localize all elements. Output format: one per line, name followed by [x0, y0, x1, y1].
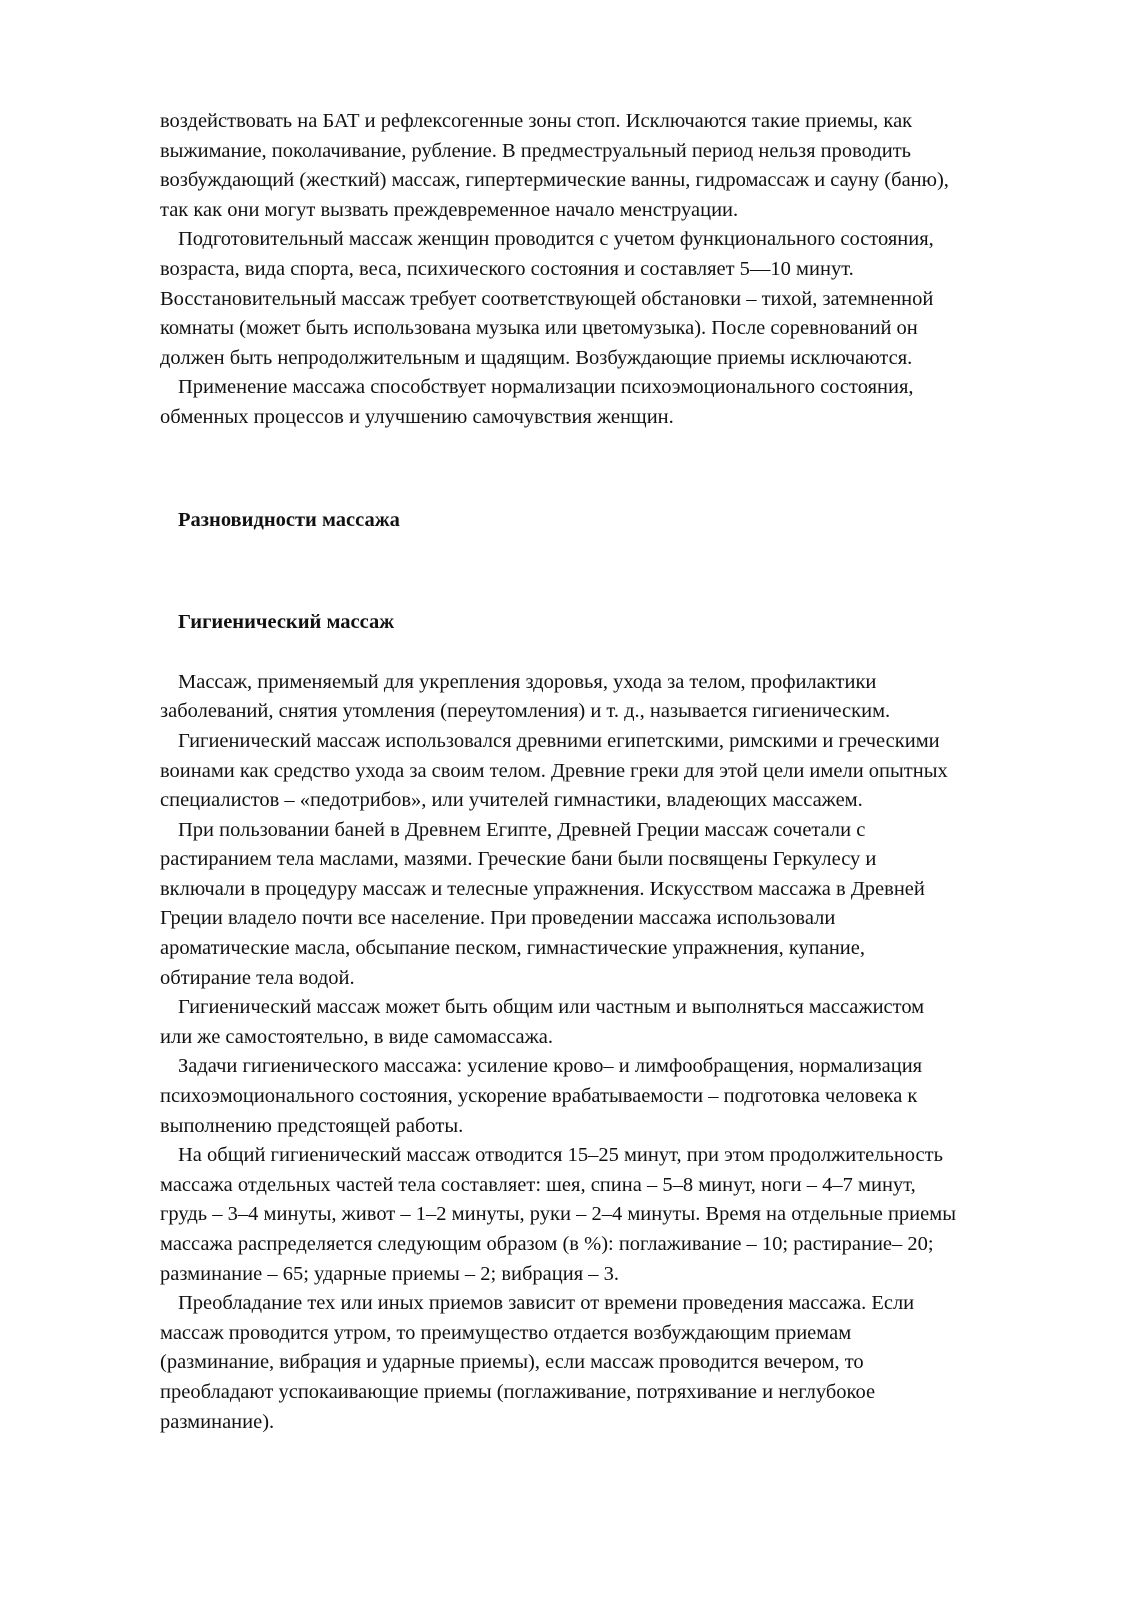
text-line: специалистов – «педотрибов», или учителей гимнастики, владеющих массажем. [160, 789, 863, 812]
text-line: На общий гигиенический массаж отводится 15–25 минут, при этом продолжительность [178, 1144, 943, 1167]
section-heading-types: Разновидности массажа [178, 508, 400, 531]
paragraph [160, 668, 1060, 727]
text-line: разминание – 65; ударные приемы – 2; вибрация – 3. [160, 1262, 620, 1285]
document-page [160, 107, 1060, 1437]
text-line: выполнению предстоящей работы. [160, 1114, 464, 1137]
text-line: (разминание, вибрация и ударные приемы), если массаж проводится вечером, то [160, 1351, 864, 1374]
text-line: ароматические масла, обсыпание песком, гимнастические упражнения, купание, [160, 937, 865, 960]
text-line: обтирание тела водой. [160, 966, 355, 989]
text-line: выжимание, поколачивание, рубление. В предместруальный период нельзя проводить [160, 139, 912, 162]
paragraph [160, 993, 1060, 1052]
text-line: Подготовительный массаж женщин проводится с учетом функционального состояния, [178, 228, 934, 251]
section-heading-hygienic: Гигиенический массаж [178, 611, 395, 634]
paragraph [160, 1141, 1060, 1289]
text-line: возбуждающий (жесткий) массаж, гипертермические ванны, гидромассаж и сауну (баню), [160, 169, 949, 192]
text-line: Греции владело почти все население. При проведении массажа использовали [160, 907, 836, 930]
text-line: массажа отдельных частей тела составляет: шея, спина – 5–8 минут, ноги – 4–7 минут, [160, 1173, 916, 1196]
text-line: Восстановительный массаж требует соответствующей обстановки – тихой, затемненной [160, 287, 934, 310]
paragraph [160, 727, 1060, 816]
text-line: разминание). [160, 1410, 275, 1433]
text-line: психоэмоционального состояния, ускорение врабатываемости – подготовка человека к [160, 1085, 918, 1108]
text-line: или же самостоятельно, в виде самомассажа. [160, 1025, 554, 1048]
paragraph [160, 1289, 1060, 1437]
text-line: воинами как средство ухода за своим телом. Древние греки для этой цели имели опытных [160, 759, 948, 782]
text-line: грудь – 3–4 минуты, живот – 1–2 минуты, руки – 2–4 минуты. Время на отдельные приемы [160, 1203, 956, 1226]
paragraph [160, 1052, 1060, 1141]
text-line: Задачи гигиенического массажа: усиление крово– и лимфообращения, нормализация [178, 1055, 923, 1078]
text-line: комнаты (может быть использована музыка или цветомузыка). После соревнований он [160, 317, 918, 340]
text-line: Массаж, применяемый для укрепления здоровья, ухода за телом, профилактики [178, 670, 877, 693]
paragraph [160, 225, 1060, 373]
text-line: Гигиенический массаж использовался древними египетскими, римскими и греческими [178, 729, 940, 752]
paragraph [160, 816, 1060, 994]
text-line: обменных процессов и улучшению самочувствия женщин. [160, 405, 674, 428]
paragraph [160, 373, 1060, 432]
paragraph [160, 107, 1060, 225]
text-line: Преобладание тех или иных приемов зависит от времени проведения массажа. Если [178, 1292, 915, 1315]
text-line: При пользовании баней в Древнем Египте, Древней Греции массаж сочетали с [178, 818, 866, 841]
text-line: заболеваний, снятия утомления (переутомления) и т. д., называется гигиеническим. [160, 700, 891, 723]
text-line: массаж проводится утром, то преимущество отдается возбуждающим приемам [160, 1321, 852, 1344]
text-line: включали в процедуру массаж и телесные упражнения. Искусством массажа в Древней [160, 877, 925, 900]
text-line: так как они могут вызвать преждевременное начало менструации. [160, 198, 739, 221]
text-line: Гигиенический массаж может быть общим или частным и выполняться массажистом [178, 996, 925, 1019]
text-line: растиранием тела маслами, мазями. Греческие бани были посвящены Геркулесу и [160, 848, 877, 871]
text-line: воздействовать на БАТ и рефлексогенные зоны стоп. Исключаются такие приемы, как [160, 110, 913, 132]
text-line: должен быть непродолжительным и щадящим. Возбуждающие приемы исключаются. [160, 346, 913, 369]
text-line: преобладают успокаивающие приемы (поглаживание, потряхивание и неглубокое [160, 1380, 876, 1403]
text-line: Применение массажа способствует нормализации психоэмоционального состояния, [178, 376, 914, 399]
text-line: массажа распределяется следующим образом (в %): поглаживание – 10; растирание– 20; [160, 1233, 934, 1255]
text-line: возраста, вида спорта, веса, психического состояния и составляет 5—10 минут. [160, 257, 854, 280]
